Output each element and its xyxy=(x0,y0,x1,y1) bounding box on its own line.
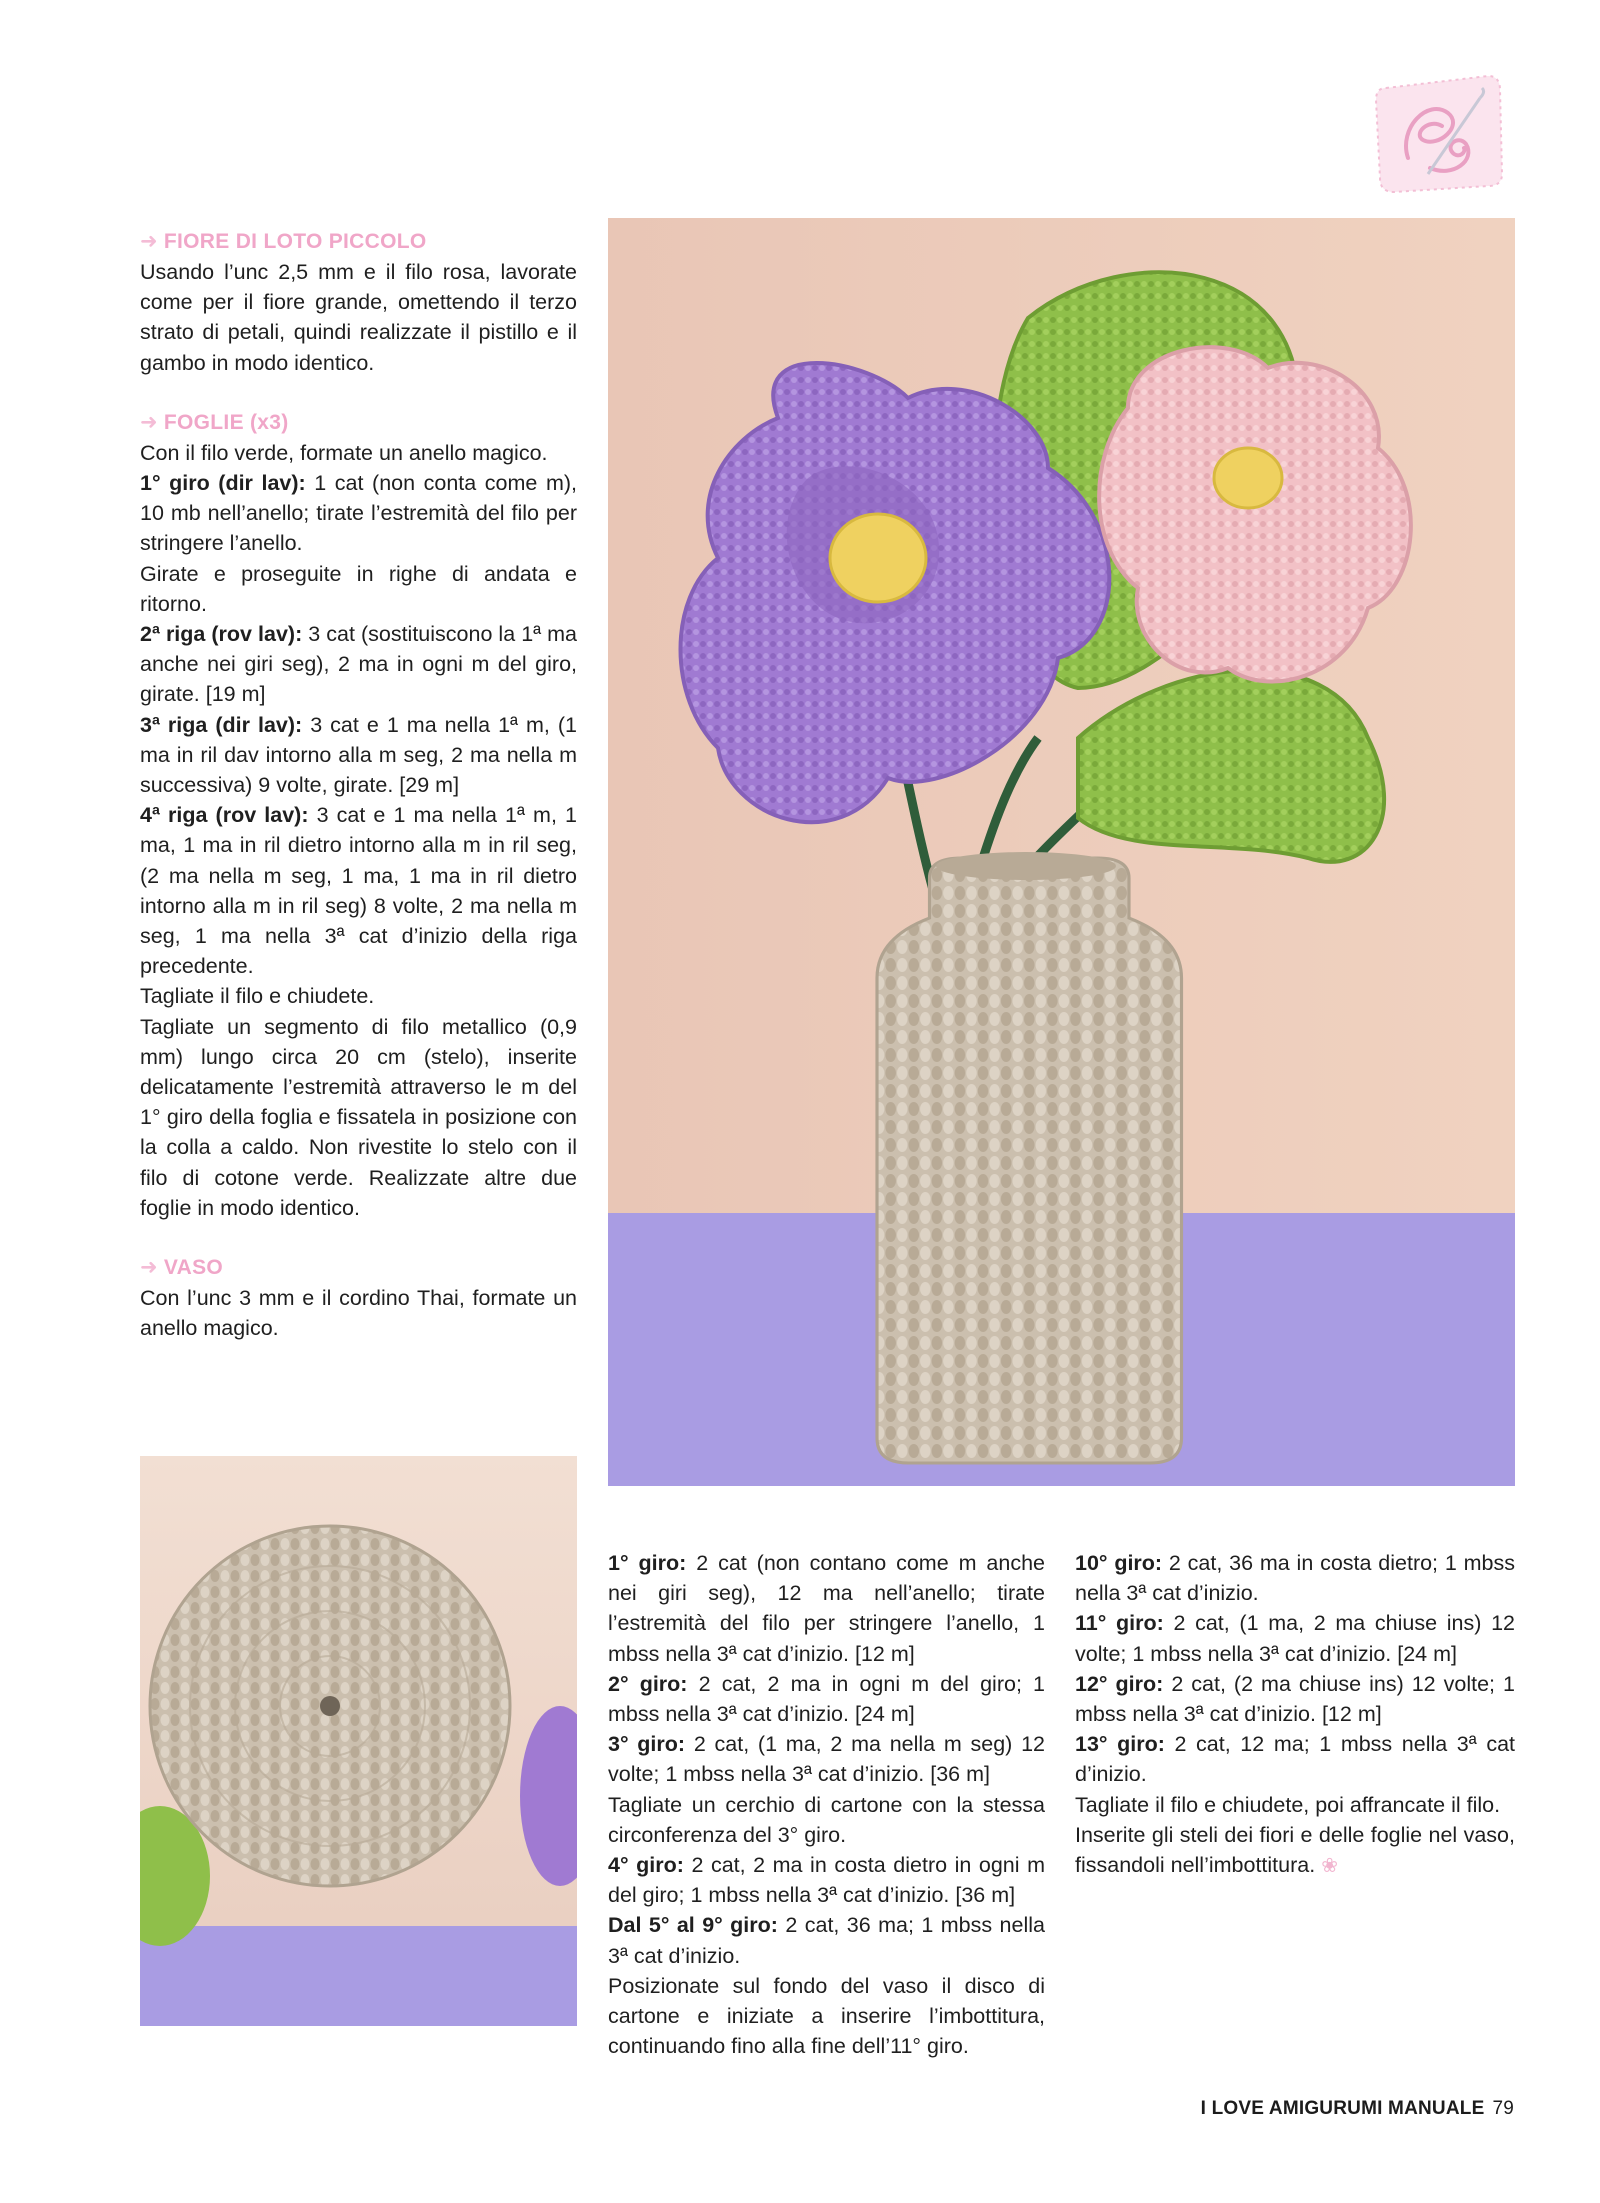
vase-flowers-illustration xyxy=(608,218,1515,1486)
page-number: 79 xyxy=(1492,2098,1514,2119)
brand-logo xyxy=(1368,68,1508,196)
vase-place-text: Posizionate sul fondo del vaso il disco di cartone e iniziate a inserire l’imbottitura, continuando fino alla fine dell’11° giro. xyxy=(608,1973,1045,2059)
right-text-column xyxy=(1075,1548,1515,1881)
left-text-column xyxy=(140,227,577,1344)
small-lotus-text: Usando l’unc 2,5 mm e il filo rosa, lavorate come per il fiore grande, omettendo il terzo strato di petali, quindi realizzate il pistillo e il gambo in modo identico. xyxy=(140,260,577,375)
vase-round-2: 2° giro: 2 cat, 2 ma in ogni m del giro; 1 mbss nella 3ª cat d’inizio. [24 m] xyxy=(608,1671,1046,1727)
leaves-cut-text: Tagliate il filo e chiudete. xyxy=(140,984,375,1009)
vase-base-illustration xyxy=(140,1456,577,2026)
vase-base-photo xyxy=(140,1456,577,2026)
section-heading-leaves: ➜ FOGLIE (x3) xyxy=(140,410,289,434)
vase-round-5-9: Dal 5° al 9° giro: 2 cat, 36 ma; 1 mbss nella 3ª cat d’inizio. xyxy=(608,1913,1045,1968)
middle-text-column xyxy=(608,1548,1045,2061)
arrow-right-icon: ➜ xyxy=(140,410,158,434)
section-heading-small-lotus: ➜ FIORE DI LOTO PICCOLO xyxy=(140,230,427,253)
vase-round-1: 1° giro: 2 cat (non contano come m anche nei giri seg), 12 ma nell’anello; tirate l’estremità del filo per stringere l’anello, 1 mbss nella 3ª cat d’inizio. [12 m] xyxy=(608,1551,1045,1666)
vase-round-3: 3° giro: 2 cat, (1 ma, 2 ma nella m seg) 12 volte; 1 mbss nella 3ª cat d’inizio. [36 m] xyxy=(608,1732,1045,1787)
vase-round-4: 4° giro: 2 cat, 2 ma in costa dietro in ogni m del giro; 1 mbss nella 3ª cat d’inizio. [36 m] xyxy=(608,1853,1045,1908)
leaves-wire-text: Tagliate un segmento di filo metallico (0,9 mm) lungo circa 20 cm (stelo), inserite delicatamente l’estremità attraverso le m del 1° giro della foglia e fissatela in posizione con la colla a caldo. Non rivestite lo stelo con il filo di cotone verde. Realizzate altre due foglie in modo identico. xyxy=(140,1014,577,1220)
magazine-title: I LOVE AMIGURUMI MANUALE xyxy=(1200,2098,1485,2119)
leaves-row-2: 2ª riga (rov lav): 3 cat (sostituiscono la 1ª ma anche nei giri seg), 2 ma in ogni m del giro, girate. [19 m] xyxy=(140,622,577,707)
leaves-intro: Con il filo verde, formate un anello magico. xyxy=(140,440,548,465)
flower-end-icon: ❀ xyxy=(1321,1855,1338,1878)
leaves-row-3: 3ª riga (dir lav): 3 cat e 1 ma nella 1ª m, (1 ma in ril dav intorno alla m seg, 2 ma nella m successiva) 9 volte, girate. [29 m] xyxy=(140,712,578,798)
crochet-hook-logo-icon xyxy=(1368,68,1508,196)
vase-round-12: 12° giro: 2 cat, (2 ma chiuse ins) 12 volte; 1 mbss nella 3ª cat d’inizio. [12 m] xyxy=(1075,1671,1515,1727)
vase-flowers-photo xyxy=(608,218,1515,1486)
section-heading-vase: ➜ VASO xyxy=(140,1256,224,1280)
vase-intro: Con l’unc 3 mm e il cordino Thai, formate un anello magico. xyxy=(140,1286,577,1341)
page-footer xyxy=(1201,2098,1514,2120)
vase-round-13: 13° giro: 2 cat, 12 ma; 1 mbss nella 3ª cat d’inizio. xyxy=(1075,1732,1515,1787)
vase-round-11: 11° giro: 2 cat, (1 ma, 2 ma chiuse ins) 12 volte; 1 mbss nella 3ª cat d’inizio. [24 m] xyxy=(1075,1611,1515,1666)
vase-finish-text: Tagliate il filo e chiudete, poi affrancate il filo. xyxy=(1075,1792,1501,1817)
vase-cardboard-text: Tagliate un cerchio di cartone con la stessa circonferenza del 3° giro. xyxy=(608,1792,1045,1847)
arrow-right-icon: ➜ xyxy=(140,230,158,253)
arrow-right-icon: ➜ xyxy=(140,1256,158,1280)
vase-round-10: 10° giro: 2 cat, 36 ma in costa dietro; 1 mbss nella 3ª cat d’inizio. xyxy=(1075,1551,1515,1606)
leaves-row-1: 1° giro (dir lav): 1 cat (non conta come m), 10 mb nell’anello; tirate l’estremità del filo per stringere l’anello. xyxy=(140,471,577,556)
leaves-turn-text: Girate e proseguite in righe di andata e ritorno. xyxy=(140,561,577,616)
leaves-row-4: 4ª riga (rov lav): 3 cat e 1 ma nella 1ª m, 1 ma, 1 ma in ril dietro intorno alla m in ril seg, (2 ma nella m seg, 1 ma, 1 ma in ril dietro intorno alla m in ril seg) 8 volte, 2 ma nella m seg, 1 ma nella 3ª cat d’inizio della riga precedente. xyxy=(140,803,578,979)
vase-insert-paragraph: Inserite gli steli dei fiori e delle foglie nel vaso, fissandoli nell’imbottitura. ❀ xyxy=(1075,1822,1515,1878)
